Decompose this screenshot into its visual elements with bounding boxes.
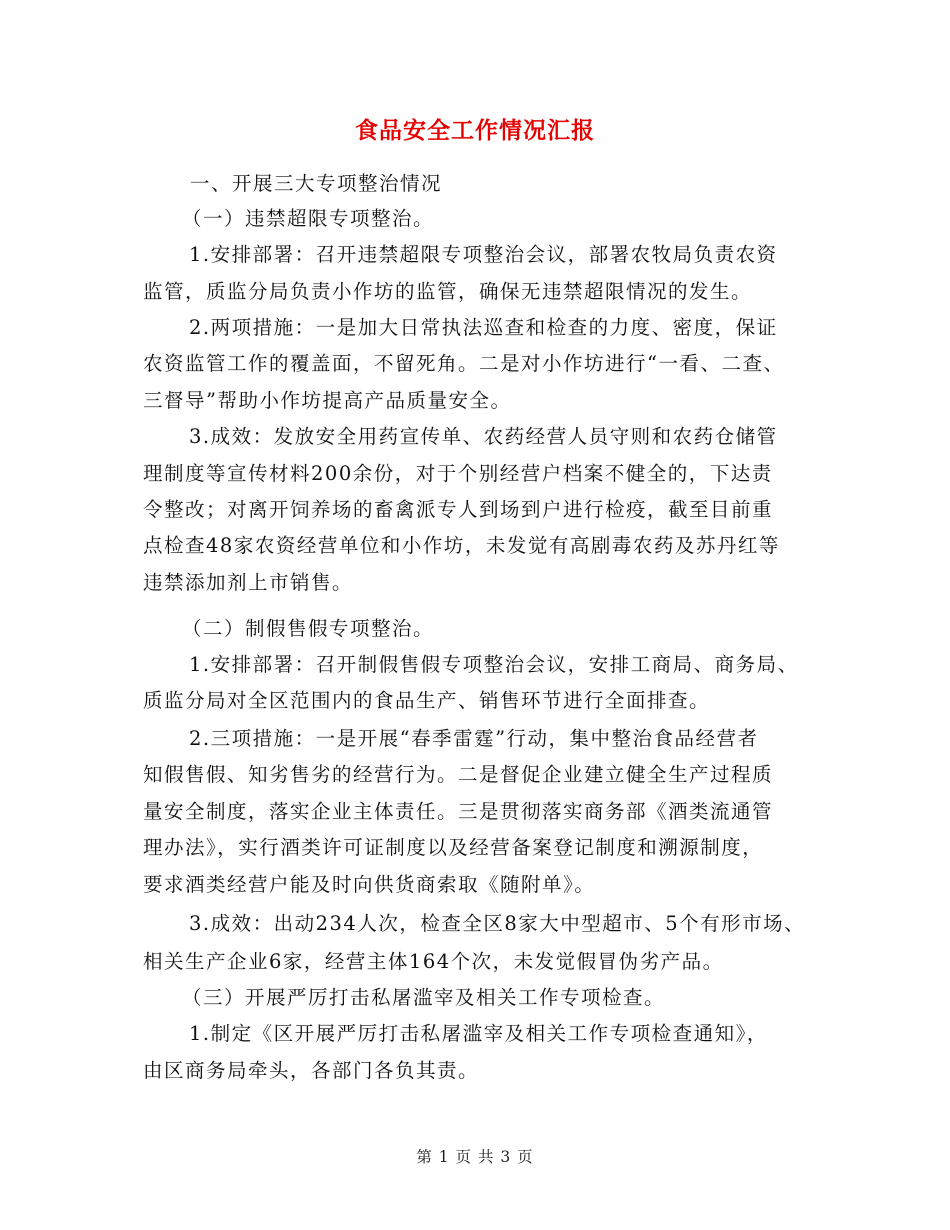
paragraph-line: 令整改；对离开饲养场的畜禽派专人到场到户进行检疫，截至目前重	[143, 498, 774, 521]
paragraph-line: 知假售假、知劣售劣的经营行为。二是督促企业建立健全生产过程质	[143, 763, 774, 786]
paragraph-line: 相关生产企业6家，经营主体164个次，未发觉假冒伪劣产品。	[143, 950, 724, 973]
paragraph-line: 1.制定《区开展严厉打击私屠滥宰及相关工作专项检查通知》，	[189, 1022, 768, 1045]
paragraph-line: 2.两项措施：一是加大日常执法巡查和检查的力度、密度，保证	[189, 316, 778, 339]
paragraph-line: 监管，质监分局负责小作坊的监管，确保无违禁超限情况的发生。	[143, 280, 753, 303]
section-heading: 一、开展三大专项整治情况	[190, 172, 443, 195]
document-title: 食品安全工作情况汇报	[355, 118, 595, 144]
page-footer: 第 1 页 共 3 页	[416, 1148, 534, 1166]
paragraph-line: 量安全制度，落实企业主体责任。三是贯彻落实商务部《酒类流通管	[143, 800, 774, 823]
paragraph-line: 3.成效：发放安全用药宣传单、农药经营人员守则和农药仓储管	[189, 425, 778, 448]
paragraph-line: 三督导”帮助小作坊提高产品质量安全。	[143, 389, 512, 412]
paragraph-line: 要求酒类经营户能及时向供货商索取《随附单》。	[143, 873, 596, 896]
paragraph-line: 由区商务局牵头，各部门各负其责。	[143, 1059, 480, 1082]
paragraph-line: 2.三项措施：一是开展“春季雷霆”行动，集中整治食品经营者	[189, 727, 759, 750]
paragraph-line: 违禁添加剂上市销售。	[143, 571, 354, 594]
paragraph-line: 质监分局对全区范围内的食品生产、销售环节进行全面排查。	[143, 689, 711, 712]
subsection-heading: （三）开展严厉打击私屠滥宰及相关工作专项检查。	[182, 986, 666, 1009]
paragraph-line: 理办法》，实行酒类许可证制度以及经营备案登记制度和溯源制度，	[143, 836, 764, 859]
paragraph-line: 理制度等宣传材料200余份，对于个别经营户档案不健全的，下达责	[143, 462, 773, 485]
paragraph-line: 1.安排部署：召开制假售假专项整治会议，安排工商局、商务局、	[189, 653, 799, 676]
paragraph-line: 3.成效：出动234人次，检查全区8家大中型超市、5个有形市场、	[189, 912, 806, 935]
paragraph-line: 1.安排部署：召开违禁超限专项整治会议，部署农牧局负责农资	[189, 243, 778, 266]
paragraph-line: 农资监管工作的覆盖面，不留死角。二是对小作坊进行“一看、二查、	[143, 352, 785, 375]
subsection-heading: （一）违禁超限专项整治。	[182, 207, 435, 230]
subsection-heading: （二）制假售假专项整治。	[182, 617, 435, 640]
paragraph-line: 点检查48家农资经营单位和小作坊，未发觉有高剧毒农药及苏丹红等	[143, 534, 780, 557]
